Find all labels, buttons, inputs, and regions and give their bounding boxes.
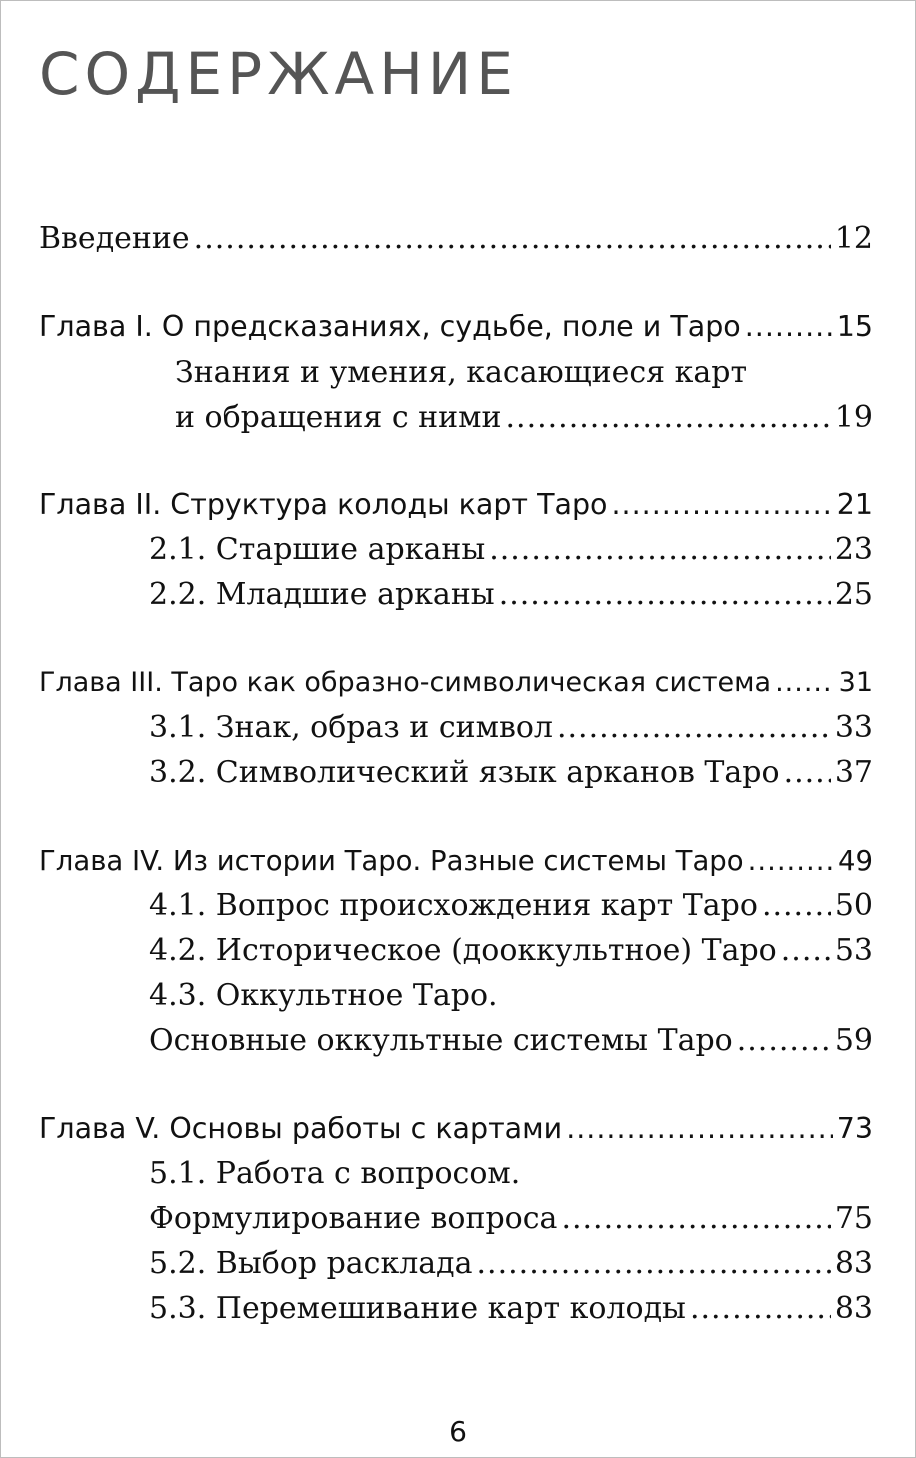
toc-page-number: 59 [834,1023,873,1058]
toc-entry-intro[interactable] [39,217,873,261]
toc-page-number: 83 [834,1246,873,1281]
subentry-title: 5.2. Выбор расклада [149,1246,473,1281]
leader-dots [781,929,831,973]
toc-subentry-2-2[interactable] [149,573,873,617]
toc-page-number: 53 [834,933,873,968]
leader-dots [194,217,831,261]
toc-subentry-4-2[interactable] [149,929,873,973]
leader-dots [477,1242,831,1286]
chapter-title: Глава IV. Из истории Таро. Разные системы Таро [39,845,744,877]
toc-chapter-1[interactable] [39,305,873,349]
toc-subentry-3-2[interactable] [149,751,873,795]
toc-subentry-text[interactable]: Знания и умения, касающиеся карт [175,355,748,390]
subentry-title: 2.2. Младшие арканы [149,577,495,612]
leader-dots [611,483,832,527]
subentry-title: 3.1. Знак, образ и символ [149,710,553,745]
leader-dots [784,751,831,795]
leader-dots [737,1019,831,1063]
toc-subentry-2-1[interactable] [149,528,873,572]
toc-page-number: 83 [834,1291,873,1326]
toc-page-number: 37 [834,755,873,790]
leader-dots [566,1107,833,1151]
toc-chapter-3[interactable] [39,661,873,705]
toc-page-number: 73 [836,1112,873,1145]
toc-page-number: 23 [834,532,873,567]
toc-subentry-4-1[interactable] [149,884,873,928]
toc-subentry-1-1[interactable] [175,396,873,440]
toc-page-number: 15 [836,310,873,343]
chapter-title: Глава II. Структура колоды карт Таро [39,488,608,521]
toc-subentry-text[interactable]: 5.1. Работа с вопросом. [149,1156,521,1191]
leader-dots [499,573,831,617]
toc-page-number: 25 [834,577,873,612]
toc-subentry-5-3[interactable] [149,1287,873,1331]
toc-subentry-5-1[interactable] [149,1197,873,1241]
subentry-title: 4.1. Вопрос происхождения карт Таро [149,888,758,923]
toc-chapter-2[interactable] [39,483,873,527]
subentry-title: и обращения с ними [175,400,502,435]
leader-dots [762,884,831,928]
leader-dots [489,528,831,572]
toc-subentry-5-2[interactable] [149,1242,873,1286]
toc-chapter-5[interactable] [39,1107,873,1151]
toc-page-number: 12 [834,221,873,256]
page-title: СОДЕРЖАНИЕ [39,40,518,108]
leader-dots [775,661,835,705]
toc-page-number: 33 [834,710,873,745]
toc-chapter-4[interactable] [39,839,873,883]
toc-page-number: 21 [836,488,873,521]
leader-dots [557,706,831,750]
subentry-title: 4.2. Историческое (дооккультное) Таро [149,933,777,968]
toc-subentry-text[interactable]: 4.3. Оккультное Таро. [149,978,498,1013]
chapter-title: Глава V. Основы работы с картами [39,1112,563,1145]
toc-page-number: 49 [838,845,873,877]
subentry-title: Основные оккультные системы Таро [149,1023,733,1058]
chapter-title: Глава I. О предсказаниях, судьбе, поле и Таро [39,310,741,343]
subentry-title: 2.1. Старшие арканы [149,532,486,567]
leader-dots [745,305,833,349]
subentry-title: 3.2. Символический язык арканов Таро [149,755,780,790]
toc-page-number: 75 [834,1201,873,1236]
toc-page-number: 50 [834,888,873,923]
leader-dots [748,839,834,883]
toc-subentry-3-1[interactable] [149,706,873,750]
toc-subentry-4-3[interactable] [149,1019,873,1063]
page-number-footer: 6 [449,1415,467,1448]
toc-page-number: 31 [838,667,873,698]
toc-entry-label: Введение [39,221,190,256]
subentry-title: 5.3. Перемешивание карт колоды [149,1291,686,1326]
leader-dots [561,1197,830,1241]
leader-dots [506,396,831,440]
leader-dots [690,1287,831,1331]
subentry-title: Формулирование вопроса [149,1201,558,1236]
chapter-title: Глава III. Таро как образно-символическая система [39,667,772,698]
toc-page-number: 19 [834,400,873,435]
